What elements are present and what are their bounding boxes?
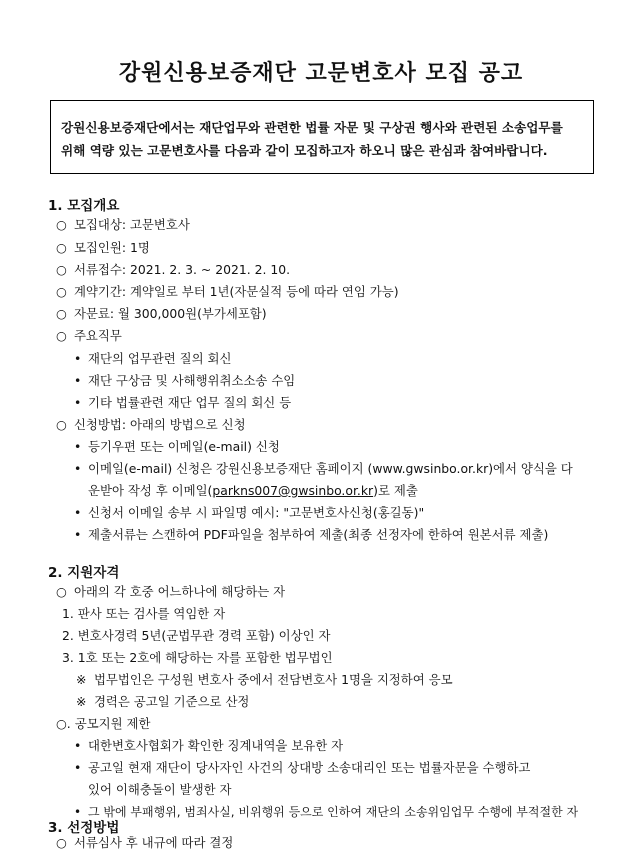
list-item	[56, 261, 290, 279]
restriction-item	[74, 803, 578, 821]
list-item	[56, 715, 150, 733]
intro-line: 강원신용보증재단에서는 재단업무와 관련한 법률 자문 및 구상권 행사와 관련된 소송업무를	[61, 120, 563, 135]
restriction-item-continuation: 있어 이해충돌이 발생한 자	[88, 782, 232, 797]
item-text: 그 밖에 부패행위, 범죄사실, 비위행위 등으로 인하여 재단의 소송위임업무 수행에 부적절한 자	[88, 805, 579, 819]
circle-marker: ○	[56, 835, 67, 850]
document-title: 강원신용보증재단 고문변호사 모집 공고	[118, 61, 524, 86]
item-text: 운받아 작성 후 이메일(	[88, 483, 213, 498]
section-heading-3: 3. 선정방법	[48, 820, 120, 836]
note-item	[76, 671, 453, 689]
list-item	[56, 327, 122, 345]
bullet-marker: •	[74, 373, 82, 388]
restriction-item	[74, 759, 530, 777]
item-text: 재단 구상금 및 사해행위취소소송 수임	[88, 373, 296, 388]
item-text: 이메일(e-mail) 신청은 강원신용보증재단 홈페이지 (www.gwsinbo.or.kr)에서 양식을 다	[88, 461, 573, 476]
method-item	[74, 526, 548, 544]
circle-marker: ○	[56, 262, 67, 277]
list-item	[56, 416, 246, 434]
item-text: 대한변호사협회가 확인한 징계내역을 보유한 자	[88, 738, 344, 753]
item-text: 모집인원: 1명	[73, 240, 150, 255]
item-text: 서류접수: 2021. 2. 3. ~ 2021. 2. 10.	[73, 262, 291, 277]
item-text: 주요직무	[73, 328, 122, 343]
bullet-marker: •	[74, 805, 82, 819]
item-text: 아래의 각 호중 어느하나에 해당하는 자	[73, 584, 286, 599]
note-marker: ※	[76, 694, 87, 709]
numbered-item: 3. 1호 또는 2호에 해당하는 자를 포함한 법무법인	[62, 650, 333, 665]
circle-marker: ○	[56, 417, 67, 432]
item-text: 신청서 이메일 송부 시 파일명 예시: "고문변호사신청(홍길동)"	[88, 505, 425, 520]
bullet-marker: •	[74, 760, 82, 775]
method-item	[74, 438, 280, 456]
note-marker: ※	[76, 672, 87, 687]
circle-marker: ○	[56, 328, 67, 343]
bullet-marker: •	[74, 505, 82, 520]
item-text: 법무법인은 구성원 변호사 중에서 전담변호사 1명을 지정하여 응모	[93, 672, 453, 687]
list-item	[56, 834, 233, 852]
bullet-marker: •	[74, 351, 82, 366]
bullet-marker: •	[74, 395, 82, 410]
item-text: )로 제출	[373, 483, 418, 498]
item-text: 계약기간: 계약일로 부터 1년(자문실적 등에 따라 연임 가능)	[73, 284, 399, 299]
email-link[interactable]: parkns007@gwsinbo.or.kr	[212, 483, 374, 498]
duty-item	[74, 372, 295, 390]
bullet-marker: •	[74, 527, 82, 542]
circle-marker: ○	[56, 306, 67, 321]
list-item	[56, 283, 399, 301]
bullet-marker: •	[74, 738, 82, 753]
section-heading-1: 1. 모집개요	[48, 198, 120, 214]
item-text: 경력은 공고일 기준으로 산정	[93, 694, 250, 709]
method-item-continuation	[88, 482, 418, 500]
section-heading-2: 2. 지원자격	[48, 565, 120, 581]
item-text: 공고일 현재 재단이 당사자인 사건의 상대방 소송대리인 또는 법률자문을 수행하고	[88, 760, 531, 775]
numbered-item: 1. 판사 또는 검사를 역임한 자	[62, 606, 226, 621]
note-item	[76, 693, 249, 711]
item-text: 등기우편 또는 이메일(e-mail) 신청	[88, 439, 280, 454]
circle-marker: ○	[56, 284, 67, 299]
restriction-item	[74, 737, 343, 755]
bullet-marker: •	[74, 439, 82, 454]
item-text: 기타 법률관련 재단 업무 질의 회신 등	[88, 395, 292, 410]
item-text: 공모지원 제한	[74, 716, 151, 731]
list-item	[56, 216, 190, 234]
item-text: 서류심사 후 내규에 따라 결정	[73, 835, 234, 850]
duty-item	[74, 350, 231, 368]
list-item	[56, 305, 267, 323]
intro-line: 위해 역량 있는 고문변호사를 다음과 같이 모집하고자 하오니 많은 관심과 참여바랍니다.	[61, 143, 548, 158]
circle-marker: ○	[56, 217, 67, 232]
item-text: 모집대상: 고문변호사	[73, 217, 190, 232]
circle-marker: ○	[56, 584, 67, 599]
duty-item	[74, 394, 291, 412]
circle-marker: ○	[56, 240, 67, 255]
item-text: 신청방법: 아래의 방법으로 신청	[73, 417, 246, 432]
bullet-marker: •	[74, 461, 82, 476]
method-item	[74, 504, 424, 522]
item-text: 자문료: 월 300,000원(부가세포함)	[73, 306, 267, 321]
circle-marker: ○.	[56, 716, 71, 731]
list-item	[56, 239, 150, 257]
item-text: 재단의 업무관련 질의 회신	[88, 351, 232, 366]
list-item	[56, 583, 285, 601]
method-item	[74, 460, 573, 478]
item-text: 제출서류는 스캔하여 PDF파일을 첨부하여 제출(최종 선정자에 한하여 원본서류 제출)	[88, 527, 549, 542]
numbered-item: 2. 변호사경력 5년(군법무관 경력 포함) 이상인 자	[62, 628, 331, 643]
intro-box	[50, 100, 594, 174]
